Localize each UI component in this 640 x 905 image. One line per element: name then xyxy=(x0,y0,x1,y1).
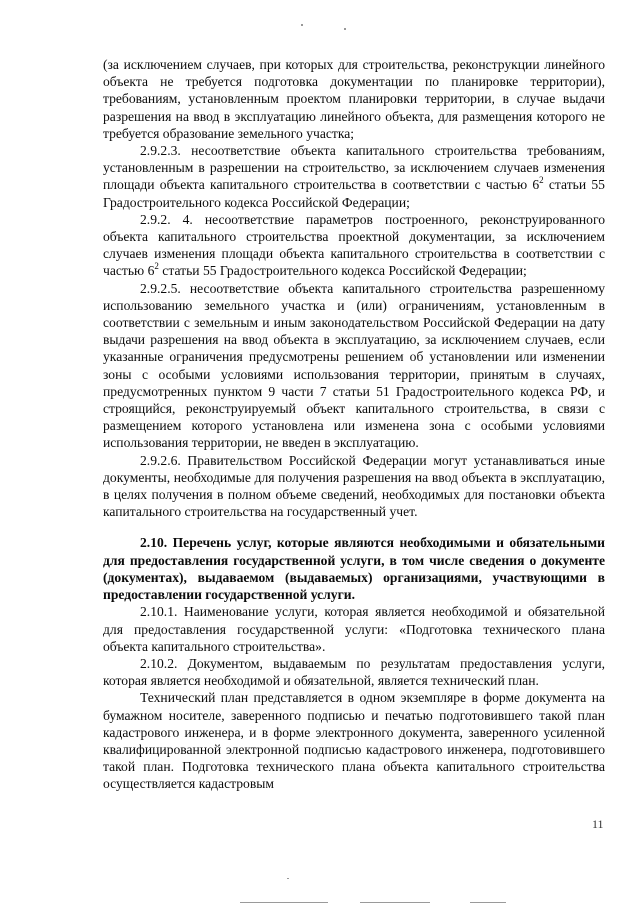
paragraph-2-10-1: 2.10.1. Наименование услуги, которая является необходимой и обязательной для предоставления государственной услуги: «Подготовка технического плана объекта капитального строительства». xyxy=(103,604,605,654)
scan-artifact xyxy=(470,902,506,903)
scan-artifact xyxy=(240,902,328,903)
paragraph-2-9-2-3 xyxy=(103,142,605,211)
scan-artifact xyxy=(360,902,430,903)
paragraph-text: статьи 55 Градостроительного кодекса Российской Федерации; xyxy=(158,263,527,279)
paragraph-2-9-2-6: 2.9.2.6. Правительством Российской Федерации могут устанавливаться иные документы, необходимые для получения разрешения на ввод объекта в эксплуатацию, в целях получения в полном объеме сведений, необходимых для постановки объекта капитального строительства на государственный учет. xyxy=(103,452,605,520)
document-page xyxy=(103,56,605,793)
paragraph-text: 2.9.2.3. несоответствие объекта капитального строительства требованиям, установленным в разрешении на строительство, за исключением случаев изменения площади объекта капитального строительства в соответствии с частью 6 xyxy=(103,143,605,193)
scan-artifact xyxy=(344,28,346,30)
scan-artifact xyxy=(287,878,289,879)
superscript: 2 xyxy=(539,174,544,185)
paragraph-technical-plan: Технический план представляется в одном экземпляре в форме документа на бумажном носителе, заверенного подписью и печатью подготовившего такой план кадастрового инженера, и в форме электронного документа, заверенного усиленной квалифицированной электронной подписью кадастрового инженера, подготовившего такой план. Подготовка технического плана объекта капитального строительства осуществляется кадастровым xyxy=(103,690,605,792)
superscript: 2 xyxy=(154,260,159,271)
paragraph-2-9-2-5: 2.9.2.5. несоответствие объекта капитального строительства разрешенному использованию земельного участка и (или) ограничениям, установленным в соответствии с земельным и иным законодательством Российской Федерации на дату выдачи разрешения на ввод объекта в эксплуатацию, за исключением случаев, если указанные ограничения предусмотрены решением об установлении или изменении зоны с особыми условиями использования территории, принятым в случаях, предусмотренных пунктом 9 части 7 статьи 51 Градостроительного кодекса РФ, и строящийся, реконструируемый объект капитального строительства, в связи с размещением которого установлена или изменена зона с особыми условиями использования территории, не введен в эксплуатацию. xyxy=(103,280,605,451)
scan-artifact xyxy=(301,24,303,26)
paragraph-2-9-2-4 xyxy=(103,211,605,280)
page-number: 11 xyxy=(592,817,604,831)
paragraph-2-10-2: 2.10.2. Документом, выдаваемым по результатам предоставления услуги, которая является необходимой и обязательной, является технический план. xyxy=(103,655,605,689)
paragraph-text: 2.9.2. 4. несоответствие параметров построенного, реконструированного объекта капитального строительства проектной документации, за исключением случаев изменения площади объекта капитального строительства в соответствии с частью 6 xyxy=(103,211,605,279)
paragraph-continuation: (за исключением случаев, при которых для строительства, реконструкции линейного объекта не требуется подготовка документации по планировке территории), требованиям, установленным проектом планировки территории, в случае выдачи разрешения на ввод в эксплуатацию линейного объекта, для размещения которого не требуется образование земельного участка; xyxy=(103,57,605,141)
section-heading-2-10: 2.10. Перечень услуг, которые являются необходимыми и обязательными для предоставления государственной услуги, в том числе сведения о документе (документах), выдаваемом (выдаваемых) организациями, участвующими в предоставлении государственной услуги. xyxy=(103,535,605,603)
paragraph-text: статьи 55 Градостроительного кодекса Российской Федерации; xyxy=(103,177,605,210)
